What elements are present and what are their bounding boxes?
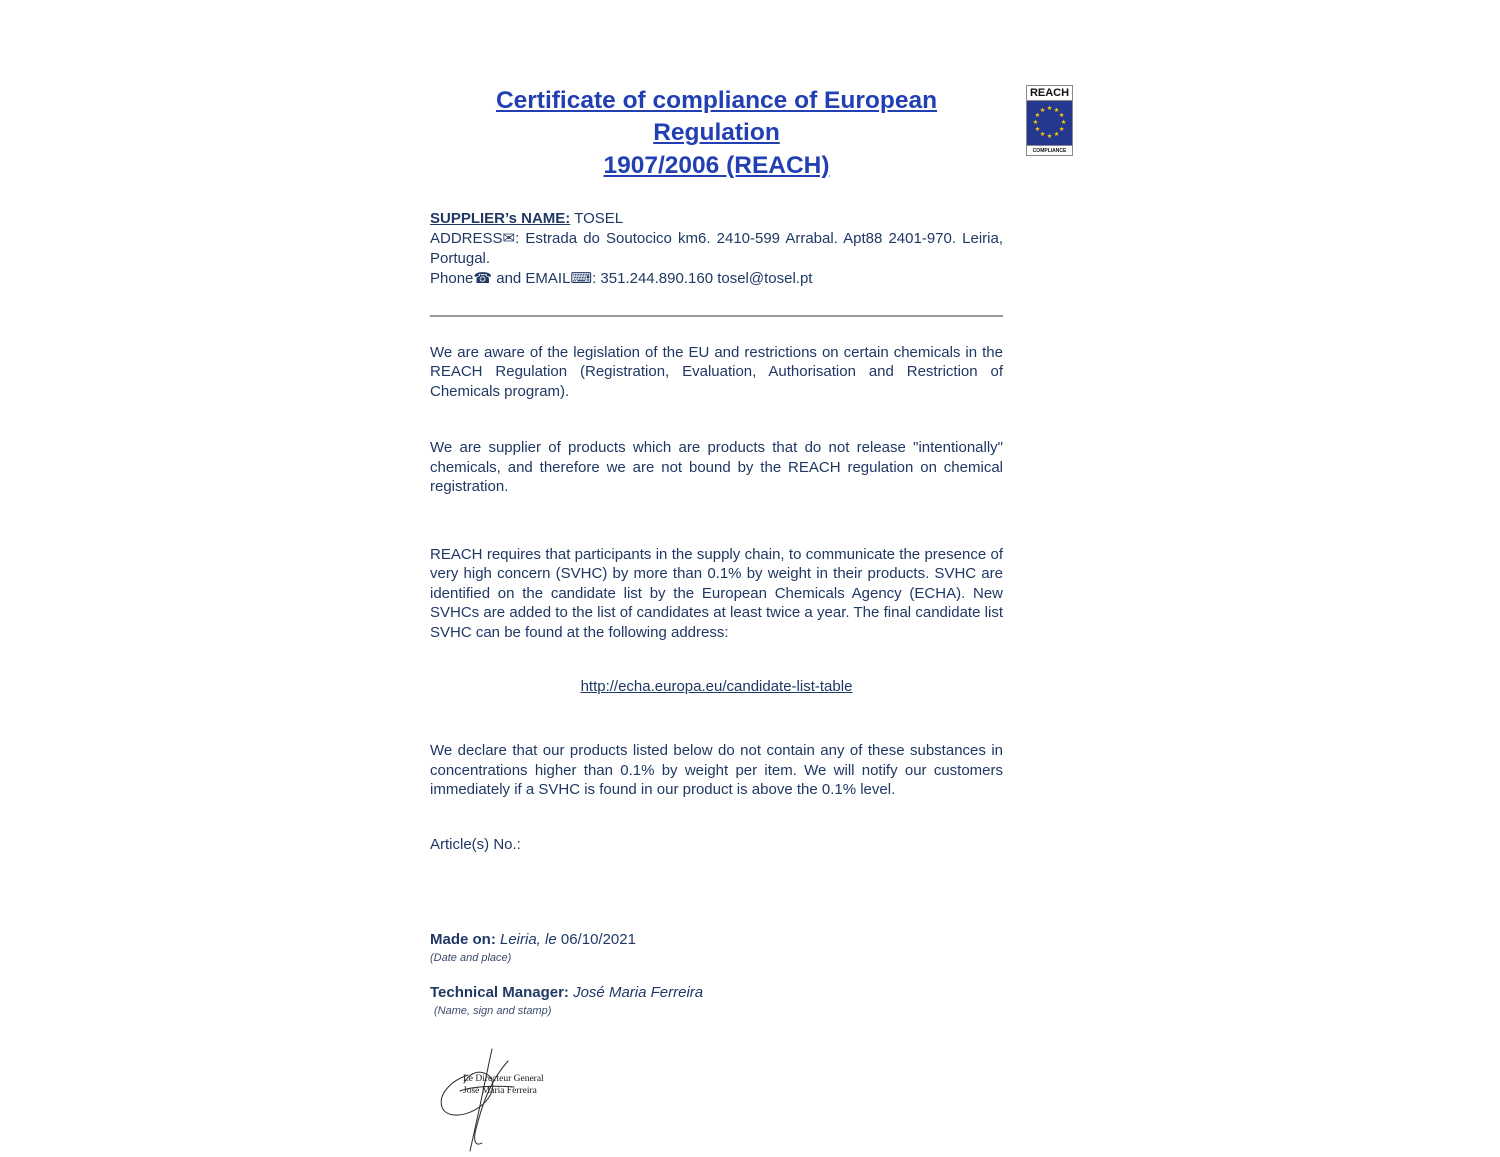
technical-manager-caption: (Name, sign and stamp): [434, 1005, 552, 1018]
paragraph-declaration: We declare that our products listed below do not contain any of these substances in concentrations higher than 0.1% by weight per item. We will notify our customers immediately if a SVHC is found in our product is above the 0.1% level.: [430, 742, 1003, 799]
header-divider: [430, 315, 1003, 317]
svg-text:★: ★: [1058, 126, 1065, 133]
document-body: [430, 85, 1003, 1157]
supplier-address-line: ADDRESS✉: Estrada do Soutocico km6. 2410-599 Arrabal. Apt88 2401-970. Leiria, Portugal.: [430, 229, 1003, 267]
paragraph-supplier-statement: We are supplier of products which are products that do not release "intentionally" chemicals, and therefore we are not bound by the REACH regulation on chemical registration.: [430, 439, 1003, 496]
eu-flag-icon: [1027, 101, 1072, 145]
reach-compliance-logo: [1026, 85, 1073, 156]
candidate-list-link[interactable]: http://echa.europa.eu/candidate-list-table: [580, 678, 853, 696]
svg-text:★: ★: [1034, 126, 1041, 133]
title-line-1: Certificate of compliance of European Regulation: [495, 87, 938, 147]
made-on-date: 06/10/2021: [556, 931, 636, 949]
svg-text:★: ★: [1060, 119, 1067, 126]
supplier-name-line: [430, 209, 1003, 229]
technical-manager-name: José Maria Ferreira: [573, 984, 704, 1002]
paragraph-awareness: We are aware of the legislation of the EU and restrictions on certain chemicals in the REACH Regulation (Registration, Evaluation, Authorisation and Restriction of Chemicals program).: [430, 343, 1003, 400]
technical-manager-line: [430, 984, 1003, 1001]
made-on-caption: (Date and place): [430, 952, 512, 965]
stamp-line-2: José Maria Ferreira: [463, 1086, 537, 1097]
stamp-text: [463, 1073, 544, 1097]
signature-scribble-icon: [430, 1047, 570, 1157]
signature-block: [430, 1047, 630, 1157]
svg-text:★: ★: [1046, 133, 1053, 140]
title-line-2: 1907/2006 (REACH): [603, 151, 830, 179]
made-on-place: Leiria, le: [500, 931, 557, 949]
supplier-name-label: SUPPLIER’s NAME:: [430, 209, 571, 227]
supplier-info-block: [430, 209, 1003, 289]
technical-manager-label: Technical Manager:: [430, 984, 574, 1002]
supplier-name-value: TOSEL: [570, 209, 624, 227]
svg-text:★: ★: [1053, 106, 1060, 114]
articles-no-label: Article(s) No.:: [430, 835, 521, 853]
svg-text:★: ★: [1053, 131, 1060, 139]
svg-text:★: ★: [1058, 112, 1065, 119]
candidate-list-link-line: [430, 678, 1003, 695]
made-on-label: Made on:: [430, 931, 500, 949]
made-on-line: [430, 931, 1003, 948]
svg-text:★: ★: [1032, 119, 1039, 126]
paragraph-svhc: REACH requires that participants in the supply chain, to communicate the presence of very high concern (SVHC) by more than 0.1% by weight in their products. SVHC are identified on the candidate list by the European Chemicals Agency (ECHA). New SVHCs are added to the list of candidates at least twice a year. The final candidate list SVHC can be found at the following address:: [430, 545, 1003, 641]
supplier-contact-line: Phone☎ and EMAIL⌨: 351.244.890.160 tosel@tosel.pt: [430, 269, 813, 287]
svg-text:★: ★: [1046, 105, 1053, 112]
svg-text:★: ★: [1039, 131, 1046, 139]
svg-text:★: ★: [1034, 112, 1041, 119]
reach-logo-label: REACH: [1027, 86, 1072, 101]
reach-logo-compliance-label: COMPLIANCE: [1027, 145, 1072, 155]
stamp-line-1: Le Directeur General: [463, 1074, 544, 1085]
page-title: [430, 85, 1003, 182]
svg-text:★: ★: [1039, 106, 1046, 114]
